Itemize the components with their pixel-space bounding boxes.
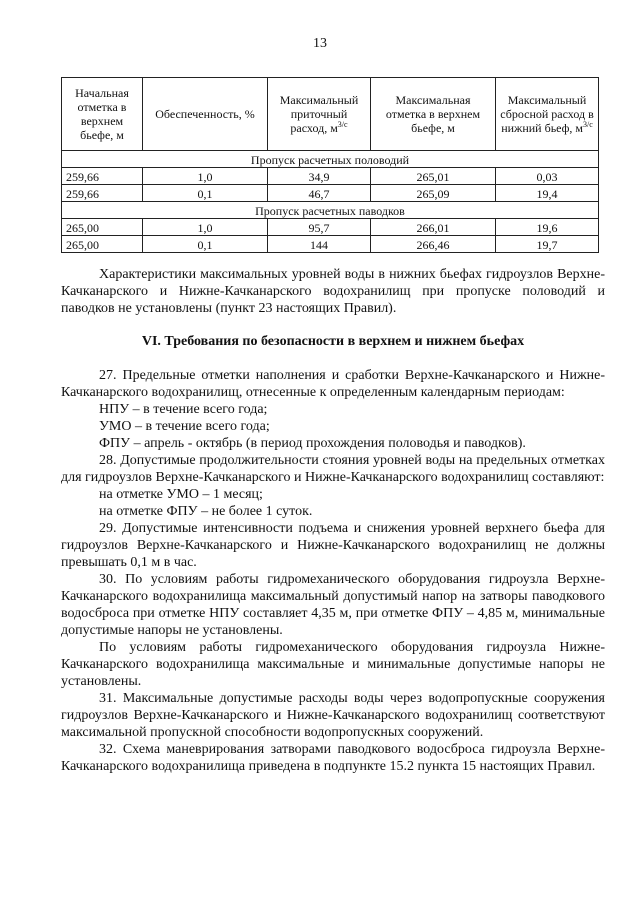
table-row xyxy=(62,168,599,185)
table-cell: 265,09 xyxy=(371,185,496,202)
table-cell: 34,9 xyxy=(268,168,371,185)
table-cell: 259,66 xyxy=(62,185,143,202)
table-cell: 265,01 xyxy=(371,168,496,185)
section-heading: VI. Требования по безопасности в верхнем и нижнем бьефах xyxy=(141,334,525,349)
paragraph-27: 27. Предельные отметки наполнения и сработки Верхне-Качканарского и Нижне-Качканарского водохранилищ, отнесенные к определенным календарным периодам: xyxy=(61,368,605,400)
table-cell: 0,03 xyxy=(496,168,599,185)
paragraph-29: 29. Допустимые интенсивности подъема и снижения уровней верхнего бьефа для гидроузлов Верхне-Качканарского и Нижне-Качканарского водохранилищ не должны превышать 0,1 м в час. xyxy=(61,521,605,570)
paragraph-28: 28. Допустимые продолжительности стояния уровней воды на предельных отметках для гидроузлов Верхне-Качканарского и Нижне-Качканарского водохранилищ составляют: xyxy=(61,453,605,485)
document-body xyxy=(61,266,605,775)
table-cell: 95,7 xyxy=(268,219,371,236)
header-initial-level: Начальная отметка в верхнем бьефе, м xyxy=(62,78,143,151)
paragraph-28-item-fpu: на отметке ФПУ – не более 1 суток. xyxy=(99,504,313,519)
reservoir-table xyxy=(61,77,599,253)
intro-paragraph: Характеристики максимальных уровней воды в нижних бьефах гидроузлов Верхне-Качканарского и Нижне-Качканарского водохранилищ при пропуске половодий и паводков не установлены (пункт 23 настоящих Правил). xyxy=(61,267,605,316)
table-section-row xyxy=(62,202,599,219)
table-cell: 19,6 xyxy=(496,219,599,236)
table-row xyxy=(62,219,599,236)
table-cell: 19,7 xyxy=(496,236,599,253)
table-cell: 1,0 xyxy=(143,168,268,185)
section-freshets-title: Пропуск расчетных паводков xyxy=(62,202,599,219)
paragraph-27-item-fpu: ФПУ – апрель - октябрь (в период прохождения половодья и паводков). xyxy=(99,436,526,451)
table-row xyxy=(62,236,599,253)
page-number: 13 xyxy=(313,36,327,51)
table-cell: 1,0 xyxy=(143,219,268,236)
table-cell: 46,7 xyxy=(268,185,371,202)
paragraph-30b: По условиям работы гидромеханического оборудования гидроузла Нижне-Качканарского водохранилища максимальные и минимальные допустимые напоры не установлены. xyxy=(61,640,605,689)
paragraph-27-item-umo: УМО – в течение всего года; xyxy=(99,419,270,434)
table-cell: 265,00 xyxy=(62,236,143,253)
header-probability: Обеспеченность, % xyxy=(143,78,268,151)
table-cell: 266,46 xyxy=(371,236,496,253)
table-cell: 0,1 xyxy=(143,185,268,202)
header-max-level: Максимальная отметка в верхнем бьефе, м xyxy=(371,78,496,151)
table-cell: 259,66 xyxy=(62,168,143,185)
table-cell: 19,4 xyxy=(496,185,599,202)
table-cell: 144 xyxy=(268,236,371,253)
section-floods-title: Пропуск расчетных половодий xyxy=(62,151,599,168)
table-header-row xyxy=(62,78,599,151)
table-section-row xyxy=(62,151,599,168)
table-cell: 266,01 xyxy=(371,219,496,236)
header-max-discharge: Максимальный сбросной расход в нижний бьеф, $м^{3/с}$ xyxy=(496,78,599,151)
table-cell: 265,00 xyxy=(62,219,143,236)
paragraph-28-item-umo: на отметке УМО – 1 месяц; xyxy=(99,487,263,502)
header-max-inflow: Максимальный приточный расход, $м^{3/с}$ xyxy=(268,78,371,151)
paragraph-31: 31. Максимальные допустимые расходы воды через водопропускные сооружения гидроузлов Верхне-Качканарского и Нижне-Качканарского водохранилищ соответствуют максимальной пропускной способности водопропускных сооружений. xyxy=(61,691,605,740)
paragraph-32: 32. Схема маневрирования затворами паводкового водосброса гидроузла Верхне-Качканарского водохранилища приведена в подпункте 15.2 пункта 15 настоящих Правил. xyxy=(61,742,605,774)
table-cell: 0,1 xyxy=(143,236,268,253)
paragraph-30: 30. По условиям работы гидромеханического оборудования гидроузла Верхне-Качканарского водохранилища максимальный допустимый напор на затворы паводкового водосброса при отметке НПУ составляет 4,35 м, при отметке ФПУ – 4,85 м, минимальные допустимые напоры не установлены. xyxy=(61,572,605,638)
paragraph-27-item-npu: НПУ – в течение всего года; xyxy=(99,402,268,417)
table-row xyxy=(62,185,599,202)
